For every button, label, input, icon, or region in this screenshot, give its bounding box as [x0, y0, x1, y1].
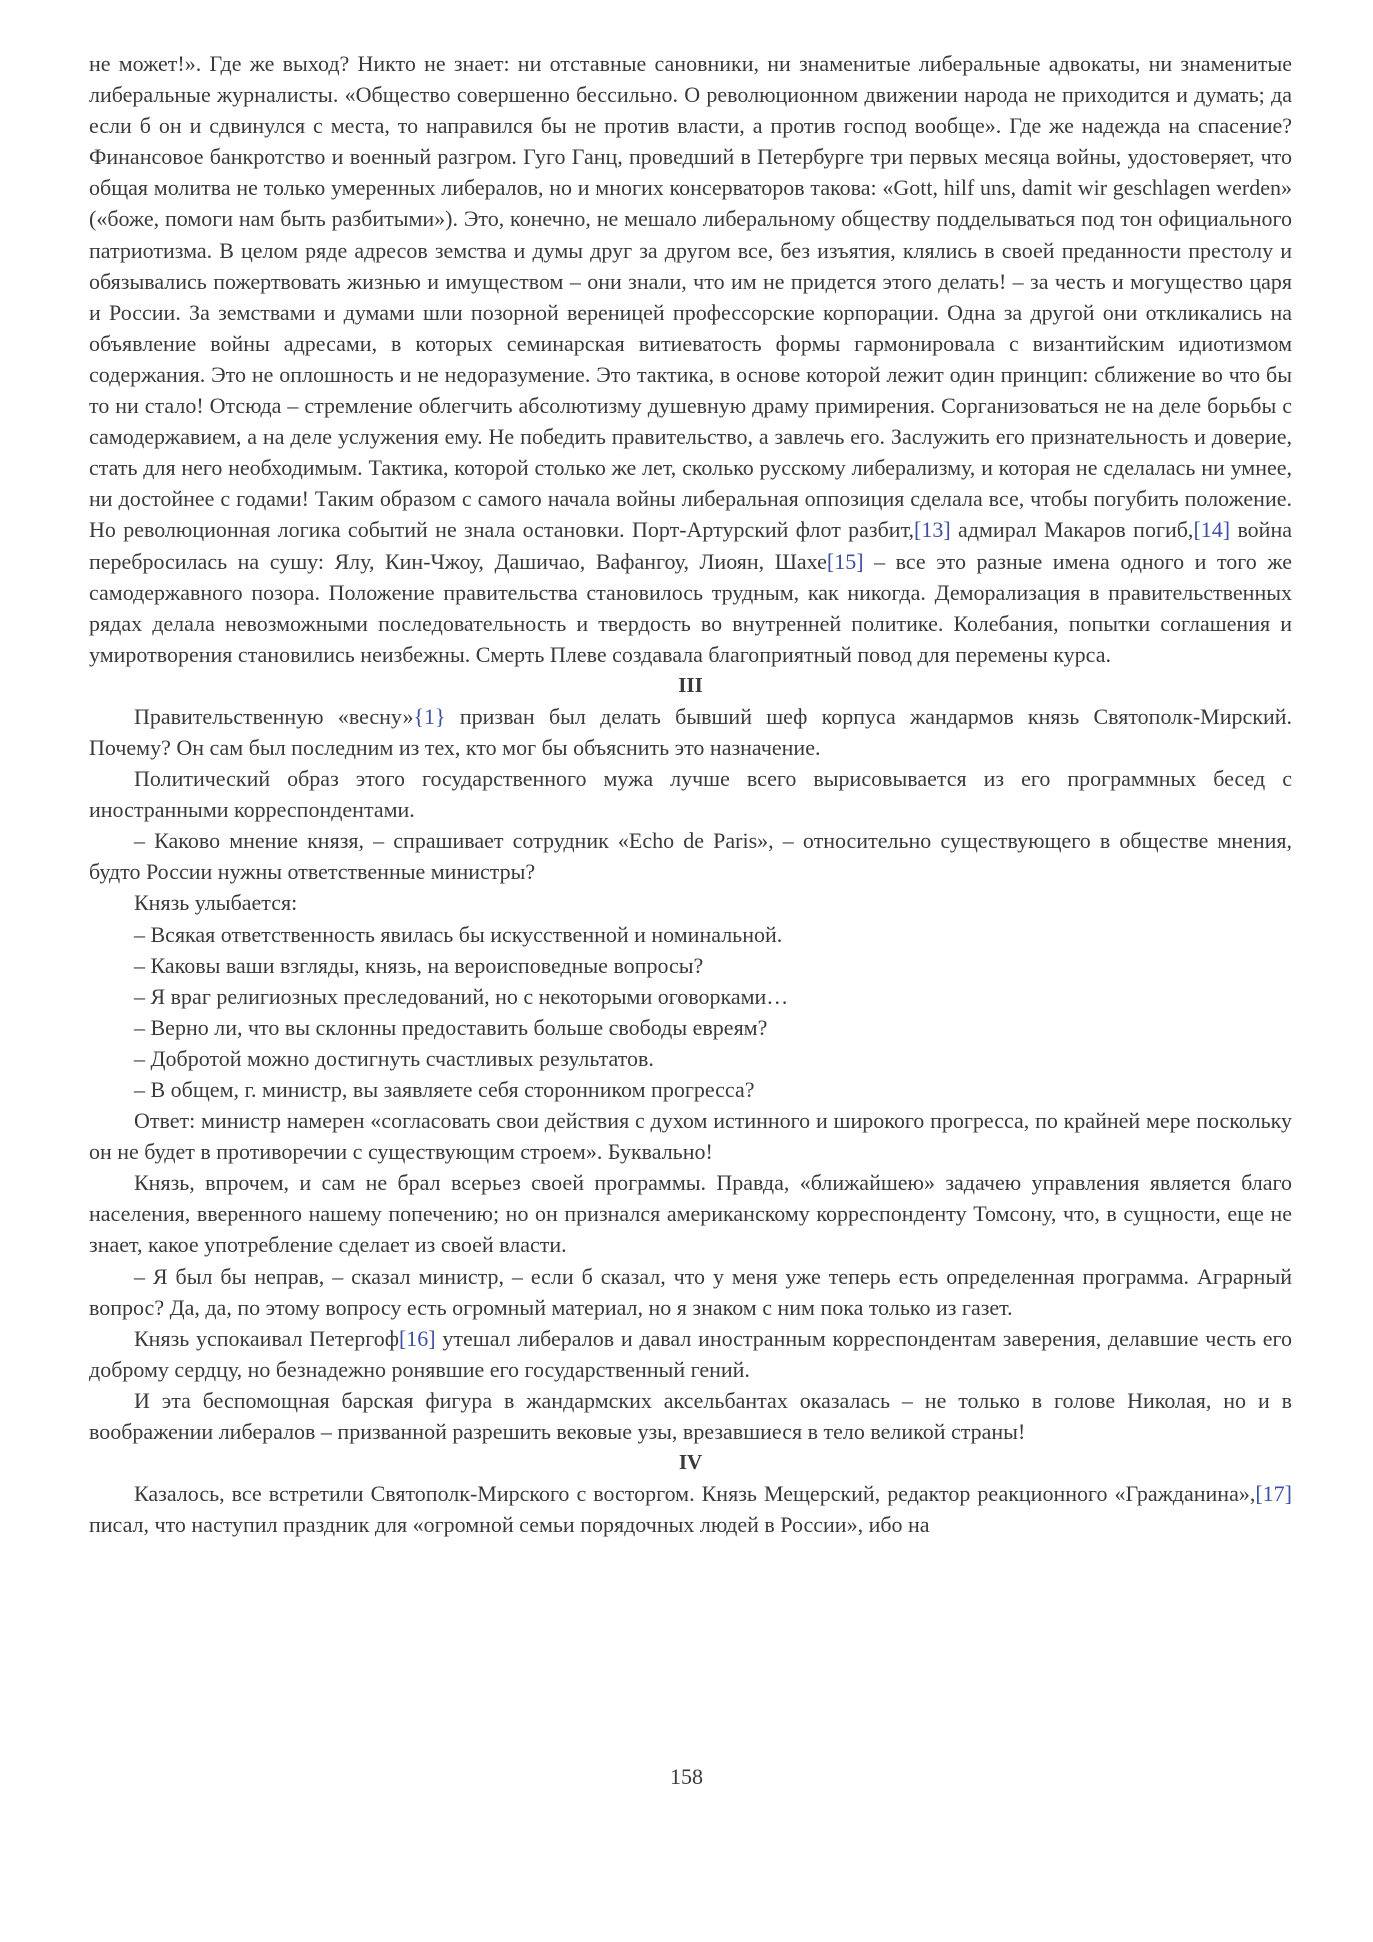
footnote-link-15[interactable]: [15] [826, 548, 864, 574]
paragraph: Политический образ этого государственного мужа лучше всего вырисовывается из его программных бесед с иностранными корреспондентами. [89, 766, 1292, 823]
dialogue-line: – Верно ли, что вы склонны предоставить больше свободы евреям? [134, 1014, 768, 1040]
paragraph: Князь улыбается: [134, 890, 298, 916]
section-heading-iv: IV [678, 1450, 703, 1475]
page-number: 158 [670, 1764, 703, 1789]
paragraph: Князь, впрочем, и сам не брал всерьез своей программы. Правда, «ближайшею» задачею управления является благо населения, вверенного нашему попечению; но он признался американскому корреспонденту Томсону, что, в сущности, еще не знает, какое употребление сделает из своей власти. [89, 1170, 1292, 1258]
paragraph: не может!». Где же выход? Никто не знает: ни отставные сановники, ни знаменитые либеральные адвокаты, ни знаменитые либеральные журналисты. «Общество совершенно бессильно. О революционном движении народа не приходится и думать; да если б он и сдвинулся с места, то направился бы не против власти, а против господ вообще». Где же надежда на спасение? Финансовое банкротство и военный разгром. Гуго Ганц, проведший в Петербурге три первых месяца войны, удостоверяет, что общая молитва не только умеренных либералов, но и многих консерваторов такова: «Gott, hilf uns, damit wir geschlagen werden» («боже, помоги нам быть разбитыми»). Это, конечно, не мешало либеральному обществу подделываться под тон официального патриотизма. В целом ряде адресов земства и думы друг за другом все, без изъятия, клялись в своей преданности престолу и обязывались пожертвовать жизнью и имуществом – они знали, что им не придется этого делать! – за честь и могущество царя и России. За земствами и думами шли позорной вереницей профессорские корпорации. Одна за другой они откликались на объявление войны адресами, в которых семинарская витиеватость формы гармонировала с византийским идиотизмом содержания. Это не оплошность и не недоразумение. Это тактика, в основе которой лежит один принцип: сближение во что бы то ни стало! Отсюда – стремление облегчить абсолютизму душевную драму примирения. Сорганизоваться не на деле борьбы с самодержавием, а на деле услужения ему. Не победить правительство, а завлечь его. Заслужить его признательность и доверие, стать для него необходимым. Тактика, которой столько же лет, сколько русскому либерализму, и которая не сделалась ни умнее, ни достойнее с годами! Таким образом с самого начала войны либеральная оппозиция сделала все, чтобы погубить положение. Но революционная логика событий не знала остановки. Порт-Артурский флот разбит,[13] адмирал Макаров погиб,[14] война перебросилась на сушу: Ялу, Кин-Чжоу, Дашичао, Вафангоу, Лиоян, Шахе[15] – все это разные имена одного и того же самодержавного позора. Положение правительства становилось трудным, как никогда. Деморализация в правительственных рядах делала невозможными последовательность и твердость во внутренней политике. Колебания, попытки соглашения и умиротворения становились неизбежны. Смерть Плеве создавала благоприятный повод для перемены курса. [89, 51, 1292, 667]
endnote-link-1[interactable]: {1} [413, 703, 446, 729]
paragraph: – Каково мнение князя, – спрашивает сотрудник «Echo de Paris», – относительно существующего в обществе мнения, будто России нужны ответственные министры? [89, 828, 1292, 885]
page-body [89, 48, 1292, 1540]
dialogue-line: – Я враг религиозных преследований, но с некоторыми оговорками… [134, 983, 789, 1009]
paragraph: Правительственную «весну»{1} призван был делать бывший шеф корпуса жандармов князь Святополк-Мирский. Почему? Он сам был последним из тех, кто мог бы объяснить это назначение. [89, 703, 1292, 760]
section-heading-iii: III [678, 672, 703, 697]
dialogue-line: – Всякая ответственность явилась бы искусственной и номинальной. [134, 921, 783, 947]
footnote-link-14[interactable]: [14] [1193, 517, 1231, 543]
paragraph: И эта беспомощная барская фигура в жандармских аксельбантах оказалась – не только в голове Николая, но и в воображении либералов – призванной разрешить вековые узы, врезавшиеся в тело великой страны! [89, 1387, 1292, 1445]
paragraph: Ответ: министр намерен «согласовать свои действия с духом истинного и широкого прогресса, по крайней мере поскольку он не будет в противоречии с существующим строем». Буквально! [89, 1108, 1292, 1165]
footnote-link-13[interactable]: [13] [914, 517, 951, 543]
dialogue-line: – В общем, г. министр, вы заявляете себя сторонником прогресса? [134, 1077, 755, 1102]
dialogue-line: – Каковы ваши взгляды, князь, на вероисповедные вопросы? [134, 952, 704, 978]
paragraph: – Я был бы неправ, – сказал министр, – если б сказал, что у меня уже теперь есть определенная программа. Аграрный вопрос? Да, да, по этому вопросу есть огромный материал, но я знаком с ним пока только из газет. [89, 1263, 1292, 1320]
paragraph: Князь успокаивал Петергоф[16] утешал либералов и давал иностранным корреспондентам заверения, делавшие честь его доброму сердцу, но безнадежно ронявшие его государственный гений. [89, 1325, 1292, 1382]
paragraph: Казалось, все встретили Святополк-Мирского с восторгом. Князь Мещерский, редактор реакционного «Гражданина»,[17] писал, что наступил праздник для «огромной семьи порядочных людей в России», ибо на [89, 1481, 1292, 1538]
dialogue-line: – Добротой можно достигнуть счастливых результатов. [134, 1045, 654, 1071]
footnote-link-16[interactable]: [16] [398, 1325, 436, 1351]
footnote-link-17[interactable]: [17] [1255, 1481, 1292, 1507]
